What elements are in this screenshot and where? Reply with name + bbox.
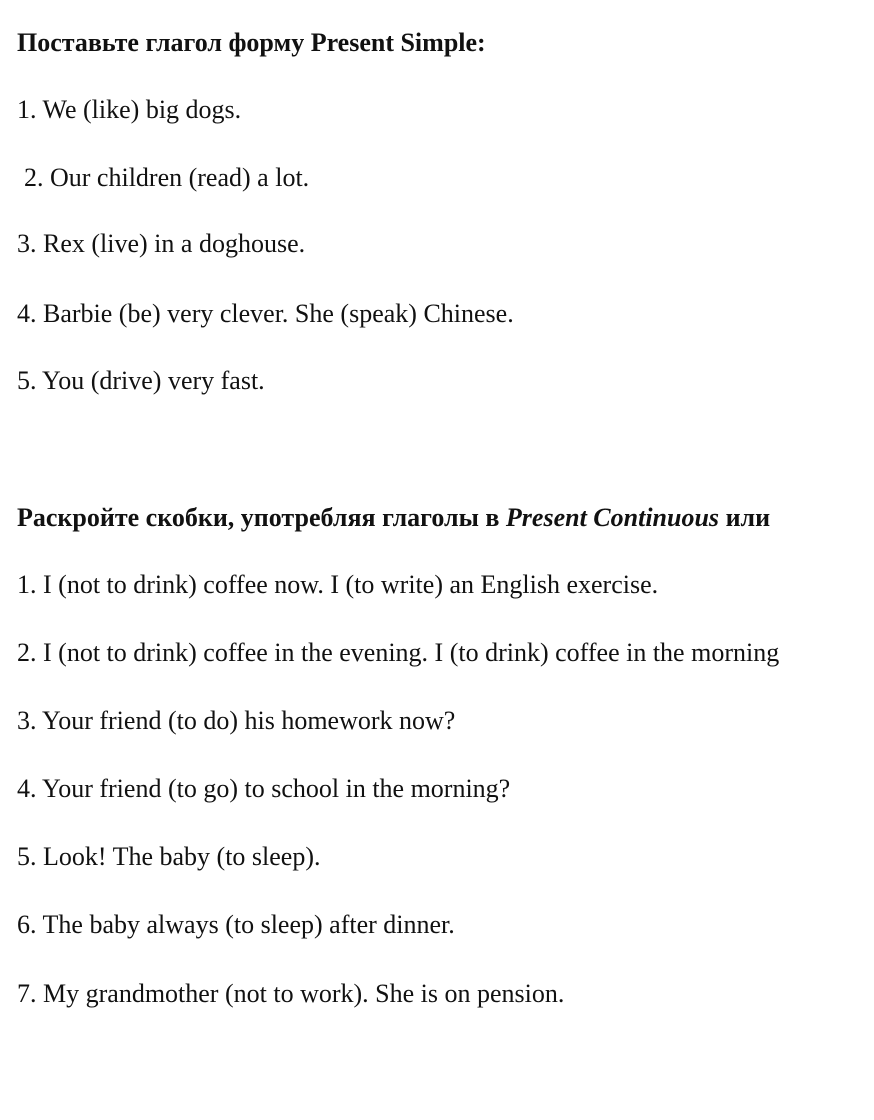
section1-item-4: 4. Barbie (be) very clever. She (speak) Chinese. (17, 299, 514, 328)
section2-heading (17, 503, 770, 533)
section2-heading-part3: или (719, 503, 771, 532)
section2-heading-tense: Present Continuous (505, 503, 720, 532)
section1-item-2: 2. Our children (read) a lot. (24, 163, 310, 192)
section2-item-4: 4. Your friend (to go) to school in the morning? (17, 774, 511, 803)
section2-item-7: 7. My grandmother (not to work). She is on pension. (17, 979, 565, 1008)
section2-item-3: 3. Your friend (to do) his homework now? (17, 706, 456, 735)
section1-item-1: 1. We (like) big dogs. (17, 95, 242, 124)
section1-heading: Поставьте глагол форму Present Simple: (17, 28, 486, 57)
section2-item-1: 1. I (not to drink) coffee now. I (to write) an English exercise. (17, 570, 659, 599)
section1-item-3: 3. Rex (live) in a doghouse. (17, 229, 306, 258)
section2-heading-part1: Раскройте скобки, употребляя глаголы в (17, 503, 506, 532)
section2-item-5: 5. Look! The baby (to sleep). (17, 842, 321, 871)
section2-item-6: 6. The baby always (to sleep) after dinner. (17, 910, 455, 939)
section1-item-5: 5. You (drive) very fast. (17, 366, 265, 395)
section2-item-2: 2. I (not to drink) coffee in the evening. I (to drink) coffee in the morning (17, 638, 780, 667)
